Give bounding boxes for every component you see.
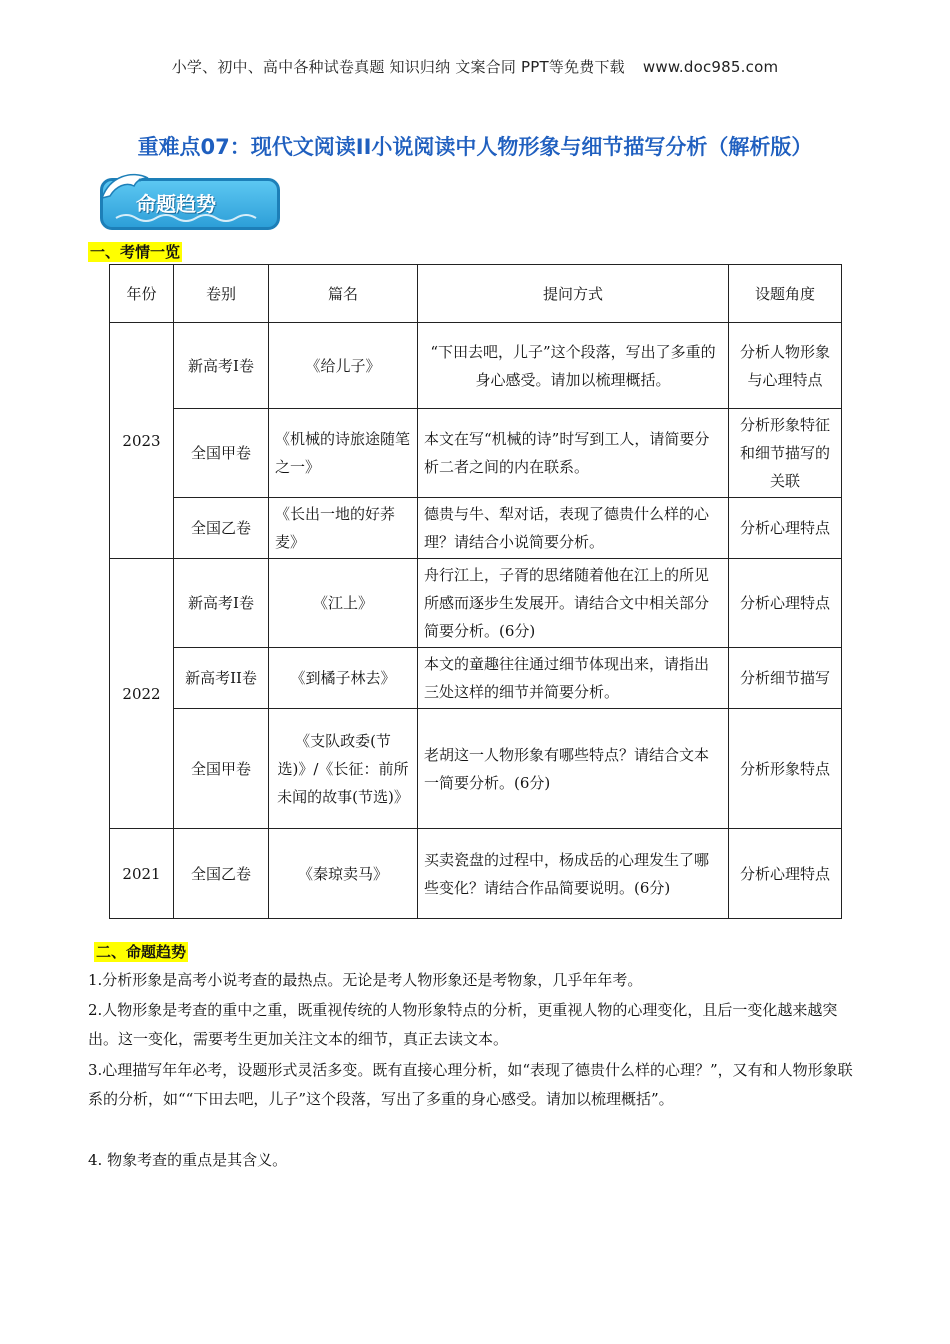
table-row bbox=[110, 709, 842, 829]
title-cell: 《江上》 bbox=[269, 559, 418, 648]
title-cell: 《到橘子林去》 bbox=[269, 648, 418, 709]
page-header bbox=[0, 56, 950, 77]
title-cell: 《给儿子》 bbox=[269, 323, 418, 409]
paper-cell: 全国乙卷 bbox=[174, 498, 269, 559]
question-cell: 舟行江上，子胥的思绪随着他在江上的所见所感而逐步生发展开。请结合文中相关部分简要分析。(6分) bbox=[418, 559, 729, 648]
section2-heading: 二、命题趋势 bbox=[96, 943, 187, 961]
table-header: 设题角度 bbox=[729, 265, 842, 323]
question-cell: 德贵与牛、犁对话，表现了德贵什么样的心理？请结合小说简要分析。 bbox=[418, 498, 729, 559]
title-cell: 《长出一地的好荞麦》 bbox=[269, 498, 418, 559]
question-cell: 本文的童趣往往通过细节体现出来，请指出三处这样的细节并简要分析。 bbox=[418, 648, 729, 709]
table-row bbox=[110, 559, 842, 648]
question-cell: 老胡这一人物形象有哪些特点？请结合文本一简要分析。(6分) bbox=[418, 709, 729, 829]
table-header: 篇名 bbox=[269, 265, 418, 323]
section-badge bbox=[96, 168, 286, 236]
question-cell: “下田去吧，儿子”这个段落，写出了多重的身心感受。请加以梳理概括。 bbox=[418, 323, 729, 409]
angle-cell: 分析人物形象与心理特点 bbox=[729, 323, 842, 409]
header-text: 小学、初中、高中各种试卷真题 知识归纳 文案合同 PPT等免费下载 bbox=[171, 58, 625, 76]
angle-cell: 分析心理特点 bbox=[729, 829, 842, 919]
exam-table bbox=[109, 264, 842, 919]
table-header: 提问方式 bbox=[418, 265, 729, 323]
year-cell: 2021 bbox=[110, 829, 174, 919]
paper-cell: 新高考Ⅰ卷 bbox=[174, 323, 269, 409]
trend-paragraph: 3.心理描写年年必考，设题形式灵活多变。既有直接心理分析，如“表现了德贵什么样的心理？”，又有和人物形象联系的分析，如““下田去吧，儿子”这个段落，写出了多重的身心感受。请加以梳理概括”。 bbox=[88, 1061, 853, 1108]
angle-cell: 分析形象特点 bbox=[729, 709, 842, 829]
header-site[interactable]: www.doc985.com bbox=[642, 58, 779, 76]
title-cell: 《秦琼卖马》 bbox=[269, 829, 418, 919]
paper-cell: 新高考II卷 bbox=[174, 648, 269, 709]
table-row bbox=[110, 323, 842, 409]
trend-paragraph: 4. 物象考查的重点是其含义。 bbox=[88, 1151, 288, 1169]
angle-cell: 分析心理特点 bbox=[729, 498, 842, 559]
table-row bbox=[110, 829, 842, 919]
angle-cell: 分析细节描写 bbox=[729, 648, 842, 709]
section1-heading: 一、考情一览 bbox=[90, 243, 181, 261]
paper-cell: 新高考Ⅰ卷 bbox=[174, 559, 269, 648]
angle-cell: 分析形象特征和细节描写的关联 bbox=[729, 409, 842, 498]
table-header: 年份 bbox=[110, 265, 174, 323]
badge-label: 命题趋势 bbox=[136, 192, 216, 216]
trend-paragraph: 1.分析形象是高考小说考查的最热点。无论是考人物形象还是考物象，几乎年年考。 bbox=[88, 971, 643, 989]
paper-cell: 全国乙卷 bbox=[174, 829, 269, 919]
angle-cell: 分析心理特点 bbox=[729, 559, 842, 648]
year-cell: 2023 bbox=[110, 323, 174, 559]
year-cell: 2022 bbox=[110, 559, 174, 829]
table-row bbox=[110, 498, 842, 559]
question-cell: 买卖瓷盘的过程中，杨成岳的心理发生了哪些变化？请结合作品简要说明。(6分) bbox=[418, 829, 729, 919]
document-title: 重难点07：现代文阅读II小说阅读中人物形象与细节描写分析（解析版） bbox=[137, 135, 813, 159]
table-header-row bbox=[110, 265, 842, 323]
title-cell: 《机械的诗旅途随笔之一》 bbox=[269, 409, 418, 498]
trend-paragraph: 2.人物形象是考查的重中之重，既重视传统的人物形象特点的分析，更重视人物的心理变化，且后一变化越来越突出。这一变化，需要考生更加关注文本的细节，真正去读文本。 bbox=[88, 1001, 838, 1048]
paper-cell: 全国甲卷 bbox=[174, 409, 269, 498]
question-cell: 本文在写“机械的诗”时写到工人，请简要分析二者之间的内在联系。 bbox=[418, 409, 729, 498]
table-row bbox=[110, 648, 842, 709]
table-header: 卷别 bbox=[174, 265, 269, 323]
table-row bbox=[110, 409, 842, 498]
paper-cell: 全国甲卷 bbox=[174, 709, 269, 829]
title-cell: 《支队政委(节选)》/《长征：前所未闻的故事(节选)》 bbox=[269, 709, 418, 829]
